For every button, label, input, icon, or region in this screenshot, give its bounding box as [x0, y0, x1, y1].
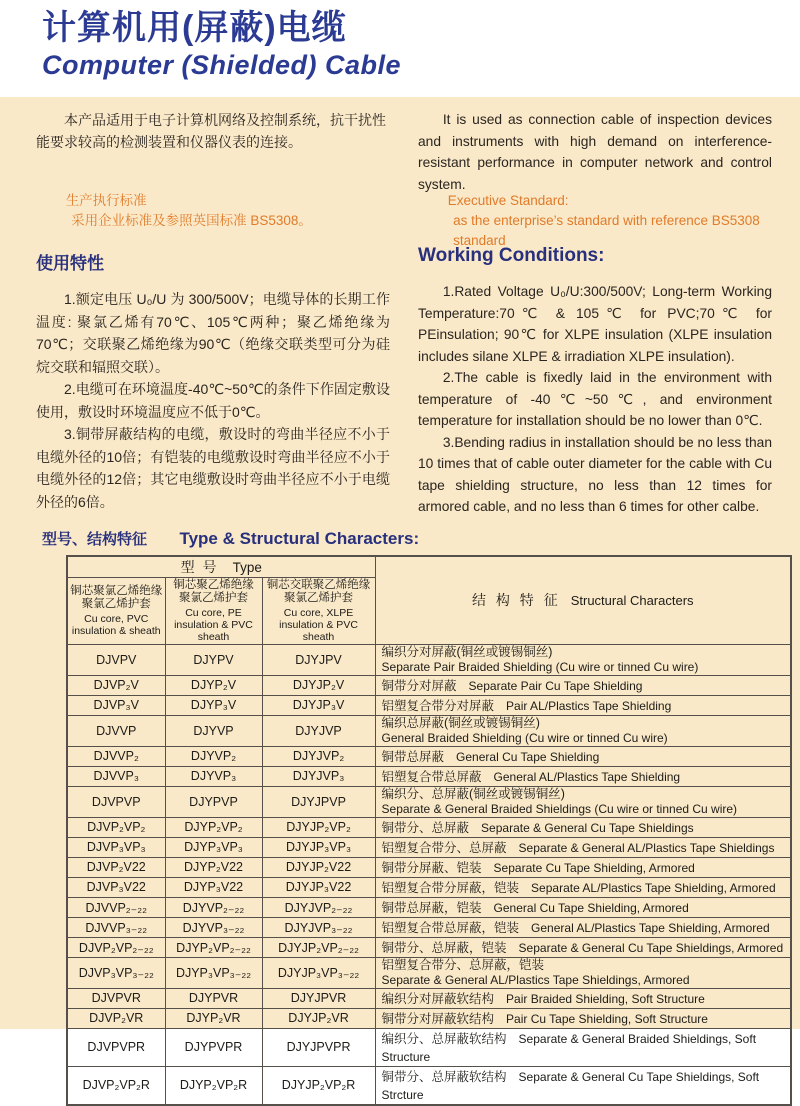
- type-code-pe: DJYP₃VP₃₋₂₂: [165, 957, 262, 988]
- type-code-pe: DJYP₂V: [165, 675, 262, 695]
- structure-description: 铝塑复合带分、总屏蔽，铠装 Separate & General AL/Plastics Tape Shieldings, Armored: [375, 957, 791, 988]
- conditions-section: [36, 243, 772, 518]
- type-code-pvc: DJVVP: [67, 715, 165, 746]
- table-row: [67, 766, 791, 786]
- usage-column-en: [418, 243, 772, 518]
- table-row: [67, 1008, 791, 1028]
- intro-section: [36, 109, 772, 248]
- type-code-pe: DJYP₂VP₂R: [165, 1066, 262, 1105]
- type-code-xlpe: DJYJP₂V22: [262, 857, 375, 877]
- table-title-zh: 型号、结构特征: [42, 530, 148, 548]
- type-code-xlpe: DJYJPV: [262, 644, 375, 675]
- table-row: [67, 877, 791, 897]
- standard-label-zh: 生产执行标准: [65, 193, 147, 208]
- type-code-pe: DJYPV: [165, 644, 262, 675]
- title-block: [0, 0, 800, 97]
- intro-paragraph-en: It is used as connection cable of inspection devices and instruments with high demand on interference-resistant performance in computer network and control system.: [418, 112, 772, 192]
- table-title-en: Type & Structural Characters:: [179, 528, 420, 548]
- table-row: [67, 817, 791, 837]
- structure-description: 铝塑复合带分屏蔽，铠装 Separate AL/Plastics Tape Shielding, Armored: [375, 877, 791, 897]
- type-code-xlpe: DJYJP₃VP₃₋₂₂: [262, 957, 375, 988]
- table-row: [67, 988, 791, 1008]
- type-code-pe: DJYP₂VP₂: [165, 817, 262, 837]
- table-row: [67, 675, 791, 695]
- structural-characters-header: [375, 556, 791, 645]
- type-code-pvc: DJVVP₂₋₂₂: [67, 897, 165, 917]
- usage-column-zh: [36, 243, 390, 518]
- type-code-xlpe: DJYJP₂V: [262, 675, 375, 695]
- type-code-pvc: DJVPVP: [67, 786, 165, 817]
- type-code-pvc: DJVP₃VP₃: [67, 837, 165, 857]
- intro-column-zh: [36, 109, 390, 243]
- type-header-zh: 型 号: [180, 558, 219, 575]
- intro-paragraph-zh: 本产品适用于电子计算机网络及控制系统，抗干扰性能要求较高的检测装置和仪器仪表的连接。: [36, 112, 386, 150]
- type-code-pe: DJYP₂VR: [165, 1008, 262, 1028]
- page-body: [0, 97, 800, 1102]
- type-code-pvc: DJVVP₂: [67, 746, 165, 766]
- structure-description: 编织分、总屏蔽软结构 Separate & General Braided Shieldings, Soft Structure: [375, 1028, 791, 1066]
- structure-description: 铜带分对屏蔽 Separate Pair Cu Tape Shielding: [375, 675, 791, 695]
- type-code-pvc: DJVP₂VR: [67, 1008, 165, 1028]
- type-table-body: [67, 644, 791, 1105]
- structure-description: 编织分对屏蔽软结构 Pair Braided Shielding, Soft Structure: [375, 988, 791, 1008]
- structure-description: 铜带总屏蔽 General Cu Tape Shielding: [375, 746, 791, 766]
- type-code-pvc: DJVP₂VP₂R: [67, 1066, 165, 1105]
- type-code-xlpe: DJYJVP₂: [262, 746, 375, 766]
- type-code-pe: DJYP₃VP₃: [165, 837, 262, 857]
- standard-label-en: Executive Standard:: [447, 193, 569, 208]
- structure-description: 铜带分屏蔽、铠装 Separate Cu Tape Shielding, Armored: [375, 857, 791, 877]
- standard-text-en: as the enterprise’s standard with reference BS5308 standard: [453, 213, 760, 248]
- type-code-pvc: DJVP₃V22: [67, 877, 165, 897]
- usage-heading-zh: 使用特性: [36, 254, 104, 273]
- type-code-pvc: DJVVP₃₋₂₂: [67, 917, 165, 937]
- table-row: [67, 644, 791, 675]
- type-span-header: [67, 556, 375, 578]
- structure-description: 编织分对屏蔽(铜丝或镀锡铜丝) Separate Pair Braided Shielding (Cu wire or tinned Cu wire): [375, 644, 791, 675]
- type-code-pvc: DJVP₂V: [67, 675, 165, 695]
- type-code-pe: DJYP₂V22: [165, 857, 262, 877]
- table-row: [67, 837, 791, 857]
- table-row: [67, 1028, 791, 1066]
- column-header-xlpe: 铜芯交联聚乙烯绝缘 聚氯乙烯护套 Cu core, XLPE insulation & PVC sheath: [262, 577, 375, 644]
- structure-description: 铜带分、总屏蔽 Separate & General Cu Tape Shieldings: [375, 817, 791, 837]
- type-code-pe: DJYVP: [165, 715, 262, 746]
- type-code-pe: DJYVP₃: [165, 766, 262, 786]
- type-code-xlpe: DJYJVP: [262, 715, 375, 746]
- structure-description: 铜带分对屏蔽软结构 Pair Cu Tape Shielding, Soft Structure: [375, 1008, 791, 1028]
- usage-heading-en: Working Conditions:: [418, 245, 605, 266]
- type-code-pe: DJYPVP: [165, 786, 262, 817]
- type-code-pvc: DJVPV: [67, 644, 165, 675]
- struct-header-en: Structural Characters: [570, 593, 694, 608]
- usage-item-en: 1.Rated Voltage U₀/U:300/500V; Long-term Working Temperature:70℃ & 105℃ for PVC;70℃ for PEinsulation; 90℃ for XLPE insulation (XLPE insulation includes silane XLPE & irradiation XLPE insulation).: [418, 284, 772, 364]
- type-code-pe: DJYVP₂: [165, 746, 262, 766]
- table-section-title: [42, 528, 772, 549]
- type-code-pvc: DJVP₂V22: [67, 857, 165, 877]
- table-row: [67, 937, 791, 957]
- column-header-pvc: 铜芯聚氯乙烯绝缘 聚氯乙烯护套 Cu core, PVC insulation & sheath: [67, 577, 165, 644]
- type-code-pvc: DJVPVPR: [67, 1028, 165, 1066]
- table-row: [67, 695, 791, 715]
- type-code-pvc: DJVPVR: [67, 988, 165, 1008]
- type-code-xlpe: DJYJVP₃₋₂₂: [262, 917, 375, 937]
- type-code-pe: DJYVP₃₋₂₂: [165, 917, 262, 937]
- type-code-xlpe: DJYJVP₂₋₂₂: [262, 897, 375, 917]
- type-code-pe: DJYP₂VP₂₋₂₂: [165, 937, 262, 957]
- structure-description: 编织分、总屏蔽(铜丝或镀锡铜丝) Separate & General Braided Shieldings (Cu wire or tinned Cu wire): [375, 786, 791, 817]
- type-header-en: Type: [232, 559, 262, 575]
- column-header-pe: 铜芯聚乙烯绝缘 聚氯乙烯护套 Cu core, PE insulation & PVC sheath: [165, 577, 262, 644]
- type-code-xlpe: DJYJVP₃: [262, 766, 375, 786]
- structure-description: 铜带分、总屏蔽，铠装 Separate & General Cu Tape Shieldings, Armored: [375, 937, 791, 957]
- type-code-pe: DJYP₃V: [165, 695, 262, 715]
- type-code-xlpe: DJYJP₃V22: [262, 877, 375, 897]
- table-row: [67, 857, 791, 877]
- table-row: [67, 897, 791, 917]
- type-code-pvc: DJVP₃V: [67, 695, 165, 715]
- usage-item-zh: 1.额定电压 U₀/U 为 300/500V；电缆导体的长期工作温度: 聚氯乙烯有70℃、105℃两种；聚乙烯绝缘为70℃；交联聚乙烯绝缘为90℃（绝缘交联类型可分为硅烷交联和辐照交联）。: [36, 291, 390, 375]
- table-row: [67, 917, 791, 937]
- structure-description: 铝塑复合带分对屏蔽 Pair AL/Plastics Tape Shielding: [375, 695, 791, 715]
- page-title-en: Computer (Shielded) Cable: [42, 49, 402, 80]
- type-code-xlpe: DJYJP₂VP₂R: [262, 1066, 375, 1105]
- page-title-zh: 计算机用(屏蔽)电缆: [42, 9, 347, 47]
- structure-description: 编织总屏蔽(铜丝或镀锡铜丝) General Braided Shielding (Cu wire or tinned Cu wire): [375, 715, 791, 746]
- table-row: [67, 957, 791, 988]
- struct-header-zh: 结 构 特 征: [472, 592, 561, 608]
- structure-description: 铝塑复合带分、总屏蔽 Separate & General AL/Plastics Tape Shieldings: [375, 837, 791, 857]
- table-row: [67, 786, 791, 817]
- type-code-xlpe: DJYJPVP: [262, 786, 375, 817]
- table-header-row-type: [67, 556, 791, 578]
- type-code-xlpe: DJYJPVR: [262, 988, 375, 1008]
- table-row: [67, 1066, 791, 1105]
- type-code-pe: DJYPVPR: [165, 1028, 262, 1066]
- usage-item-en: 3.Bending radius in installation should be no less than 10 times that of cable outer diameter for the cable with Cu tape shielding structure, no less than 12 times for armored cable, and no less than 6 times for other calbe.: [418, 434, 772, 514]
- type-code-pe: DJYPVR: [165, 988, 262, 1008]
- table-row: [67, 746, 791, 766]
- type-code-xlpe: DJYJP₂VP₂: [262, 817, 375, 837]
- structure-description: 铜带分、总屏蔽软结构 Separate & General Cu Tape Shieldings, Soft Strcture: [375, 1066, 791, 1105]
- type-code-xlpe: DJYJP₃VP₃: [262, 837, 375, 857]
- type-table: [66, 555, 792, 1106]
- intro-column-en: [418, 109, 772, 248]
- type-code-pvc: DJVP₃VP₃₋₂₂: [67, 957, 165, 988]
- usage-item-zh: 3.铜带屏蔽结构的电缆，敷设时的弯曲半径应不小于电缆外径的10倍；有铠装的电缆敷设时弯曲半径应不小于电缆外径的12倍；其它电缆敷设时弯曲半径应不小于电缆外径的6倍。: [36, 426, 390, 510]
- structure-description: 铝塑复合带总屏蔽 General AL/Plastics Tape Shielding: [375, 766, 791, 786]
- standard-block-en: [418, 191, 772, 248]
- structure-description: 铝塑复合带总屏蔽，铠装 General AL/Plastics Tape Shielding, Armored: [375, 917, 791, 937]
- type-code-xlpe: DJYJP₂VR: [262, 1008, 375, 1028]
- type-code-pe: DJYP₃V22: [165, 877, 262, 897]
- table-row: [67, 715, 791, 746]
- type-code-xlpe: DJYJP₂VP₂₋₂₂: [262, 937, 375, 957]
- standard-text-zh: 采用企业标准及参照英国标准 BS5308。: [71, 213, 312, 228]
- type-code-pvc: DJVP₂VP₂₋₂₂: [67, 937, 165, 957]
- type-code-pvc: DJVVP₃: [67, 766, 165, 786]
- type-code-xlpe: DJYJP₃V: [262, 695, 375, 715]
- standard-block-zh: [36, 191, 390, 243]
- type-code-pvc: DJVP₂VP₂: [67, 817, 165, 837]
- type-code-xlpe: DJYJPVPR: [262, 1028, 375, 1066]
- usage-item-en: 2.The cable is fixedly laid in the environment with temperature of -40℃~50℃, and environment temperature for installation should be no lower than 0℃.: [418, 370, 772, 428]
- usage-item-zh: 2.电缆可在环境温度-40℃~50℃的条件下作固定敷设使用，敷设时环境温度应不低于0℃。: [36, 381, 390, 420]
- structure-description: 铜带总屏蔽，铠装 General Cu Tape Shielding, Armored: [375, 897, 791, 917]
- type-code-pe: DJYVP₂₋₂₂: [165, 897, 262, 917]
